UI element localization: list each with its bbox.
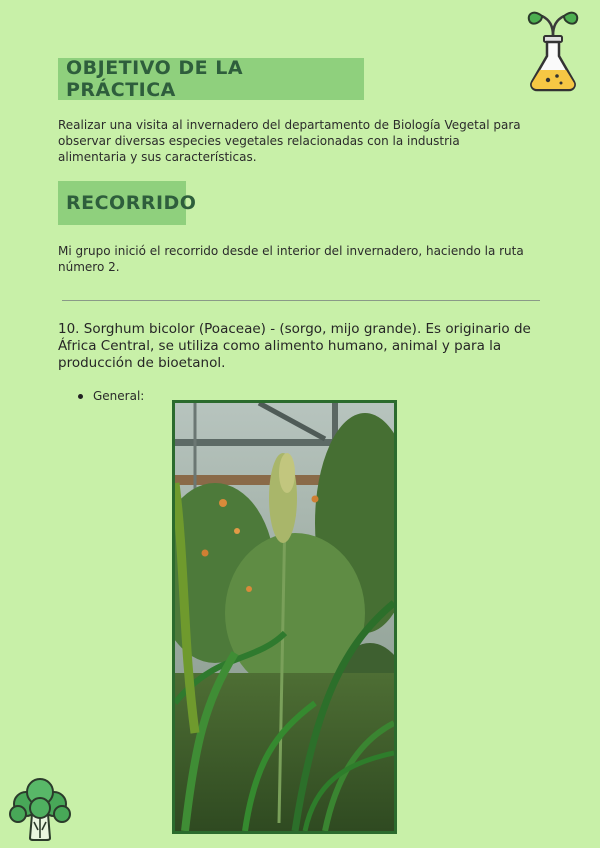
sorghum-photo — [172, 400, 397, 834]
heading-text: RECORRIDO — [66, 192, 197, 214]
bullet-label: General: — [93, 389, 145, 403]
divider — [62, 300, 540, 301]
plant-flask-icon — [524, 6, 582, 92]
broccoli-icon — [6, 774, 74, 842]
sorghum-photo-image — [175, 403, 394, 831]
objective-paragraph: Realizar una visita al invernadero del departamento de Biología Vegetal para observar diversas especies vegetales relacionadas con la industria alimentaria y sus características. — [58, 118, 521, 164]
route-paragraph: Mi grupo inició el recorrido desde el interior del invernadero, haciendo la ruta número 2. — [58, 244, 524, 274]
species-description: 10. Sorghum bicolor (Poaceae) - (sorgo, mijo grande). Es originario de África Central, se utiliza como alimento humano, animal y para la producción de bioetanol. — [58, 321, 531, 371]
heading-text: OBJETIVO DE LA PRÁCTICA — [66, 57, 244, 101]
section-heading-objetivo — [58, 58, 364, 100]
bullet-item — [78, 389, 144, 403]
bullet-dot — [78, 394, 83, 399]
section-heading-recorrido — [58, 181, 197, 225]
